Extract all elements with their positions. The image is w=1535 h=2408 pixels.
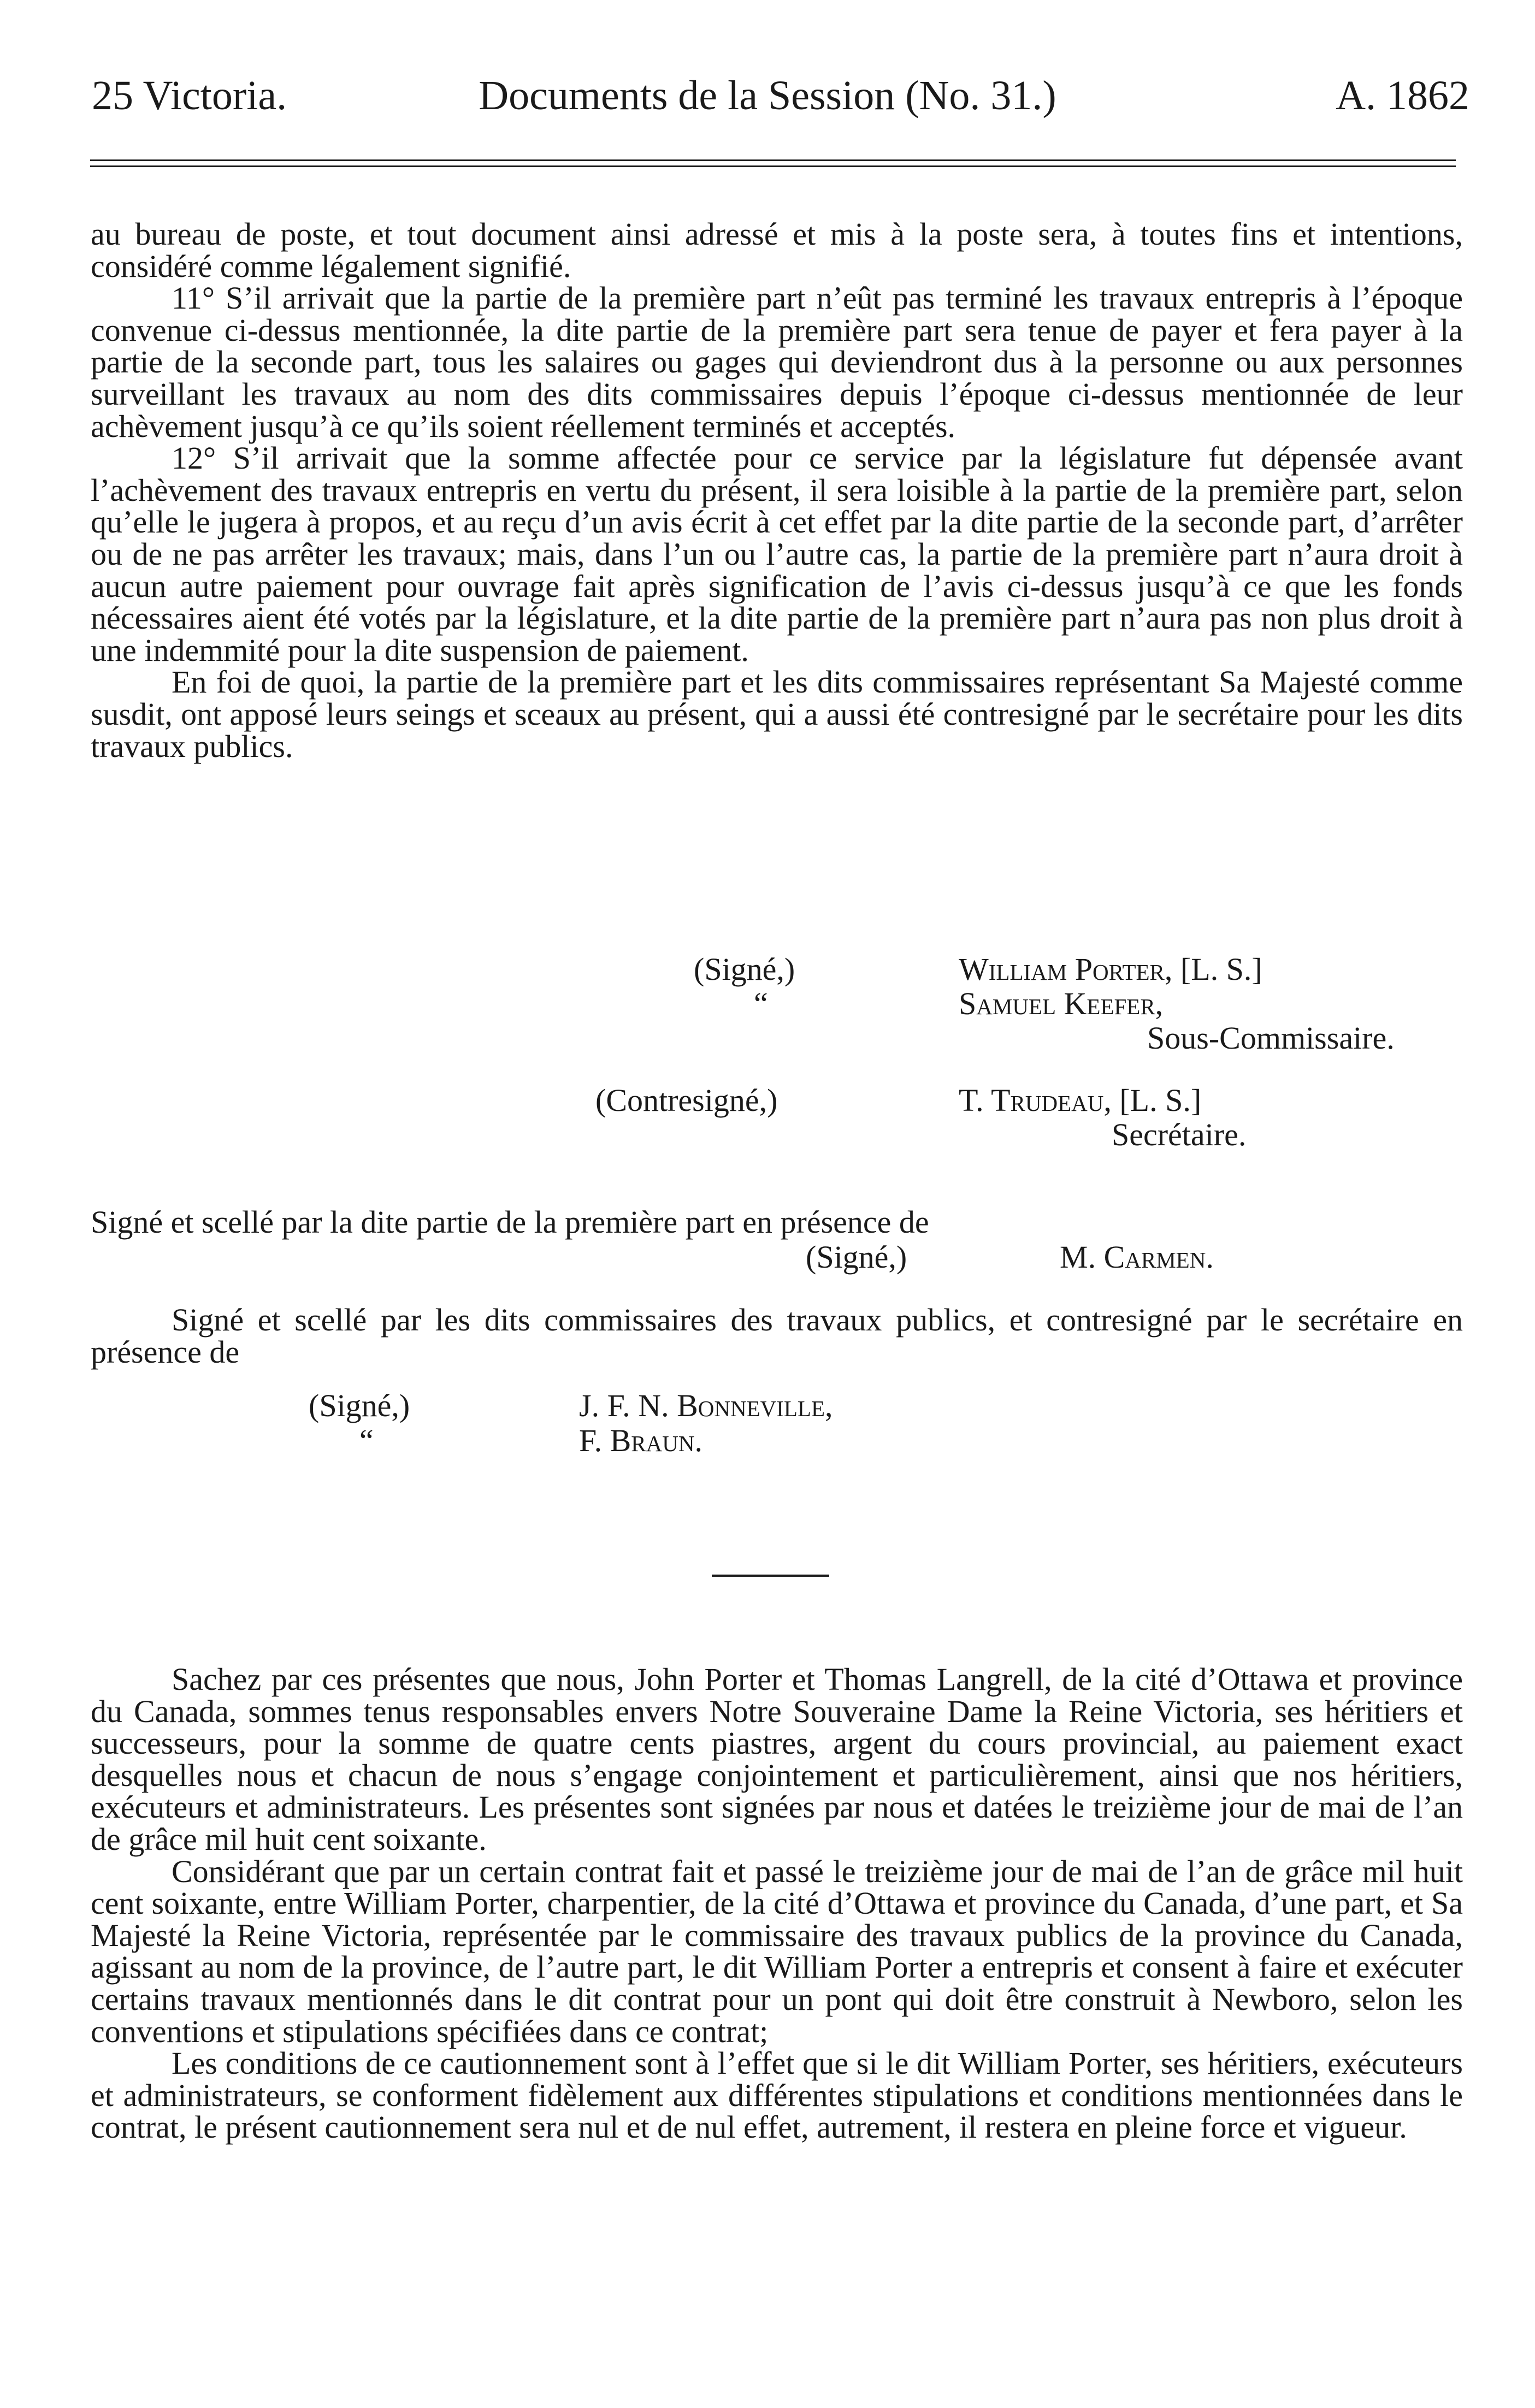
contresigne-label: (Contresigné,) (595, 1082, 778, 1118)
witness-bonneville: J. F. N. Bonneville, (579, 1388, 833, 1423)
paragraph-continuation: au bureau de poste, et tout document ainsi adressé et mis à la poste sera, à toutes fins et intentions, considéré comme légalement signifié. (91, 216, 1463, 284)
header-rule-top (90, 159, 1456, 161)
trudeau-title: Secrétaire. (1112, 1117, 1247, 1152)
paragraph-considerant: Considérant que par un certain contrat fait et passé le treizième jour de mai de l’an de grâce mil huit cent soixante, entre William Porter, charpentier, de la cité d’Ottawa et province du Canada, d’une part, et Sa Majesté la Reine Victoria, représentée par le commissaire des travaux publics de la province du Canada, agissant au nom de la province, de l’autre part, le dit William Porter a entrepris et consent à faire et exécuter certains travaux mentionnés dans le dit contrat pour un pont qui doit être construit à Newboro, selon les conventions et stipulations spécifiées dans ce contrat; (91, 1853, 1463, 2049)
paragraph-en-foi: En foi de quoi, la partie de la première part et les dits commissaires représentant Sa Majesté comme susdit, ont apposé leurs seings et sceaux au présent, qui a aussi été contresigné par le secrétaire pour les dits travaux publics. (91, 664, 1463, 764)
header-title: Documents de la Session (No. 31.) (479, 73, 1056, 119)
paragraph-clause-12: 12° S’il arrivait que la somme affectée pour ce service par la législature fut dépensée avant l’achèvement des travaux entrepris en vertu du présent, il sera loisible à la partie de la première part, selon qu’elle le jugera à propos, et au reçu d’un avis écrit à cet effet par la dite partie de la seconde part, d’arrêter ou de ne pas arrêter les travaux; mais, dans l’un ou l’autre cas, la partie de la première part n’aura droit à aucun autre paiement pour ouvrage fait après signification de l’avis ci-dessus jusqu’à ce que les fonds nécessaires aient été votés par la législature, et la dite partie de la première part n’aura pas non plus droit à une indemmité pour la dite suspension de paiement. (91, 440, 1463, 668)
keefer-title: Sous-Commissaire. (1147, 1020, 1395, 1056)
witness-ditto-mark: “ (359, 1423, 374, 1458)
witness-braun: F. Braun. (579, 1423, 702, 1458)
paragraph-sachez: Sachez par ces présentes que nous, John Porter et Thomas Langrell, de la cité d’Ottawa et province du Canada, sommes tenus responsables envers Notre Souveraine Dame la Reine Victoria, ses héritiers et successeurs, pour la somme de quatre cents piastres, argent du cours provincial, au paiement exact desquelles nous et chacun de nous s’engage conjointement et particulièrement, ainsi que nos héritiers, exécuteurs et administrateurs. Les présentes sont signées par nous et datées le treizième jour de mai de l’an de grâce mil huit cent soixante. (91, 1661, 1463, 1857)
paragraph-conditions: Les conditions de ce cautionnement sont à l’effet que si le dit William Porter, ses héritiers, exécuteurs et administrateurs, se conforment fidèlement aux différentes stipulations et conditions mentionnées dans le contrat, le présent cautionnement sera nul et de nul effet, autrement, il restera en pleine force et vigueur. (91, 2045, 1463, 2145)
header-rule-bottom (90, 165, 1456, 167)
section-separator (712, 1575, 829, 1577)
sealed-first-part: Signé et scellé par la dite partie de la première part en présence de (91, 1204, 929, 1240)
bond-text (91, 1661, 1463, 2145)
signatory-keefer: Samuel Keefer, (959, 986, 1164, 1021)
contract-clauses (91, 218, 1463, 762)
carmen-signe-label: (Signé,) (806, 1239, 907, 1275)
header-session-year: 25 Victoria. (92, 73, 287, 119)
sealed-commissioners: Signé et scellé par les dits commissaires des travaux publics, et contresigné par le secrétaire en présence de (91, 1302, 1463, 1370)
header-page-ref: A. 1862 (1336, 73, 1469, 119)
ditto-mark: “ (754, 986, 768, 1021)
witness-carmen: M. Carmen. (1060, 1239, 1214, 1275)
signe-label: (Signé,) (694, 951, 795, 987)
signatory-trudeau: T. Trudeau, [L. S.] (959, 1082, 1202, 1118)
signatory-porter: William Porter, [L. S.] (959, 951, 1262, 987)
witness-signe-label: (Signé,) (309, 1388, 410, 1423)
paragraph-clause-11: 11° S’il arrivait que la partie de la première part n’eût pas terminé les travaux entrepris à l’époque convenue ci-dessus mentionnée, la dite partie de la première part sera tenue de payer et fera payer à la partie de la seconde part, tous les salaires ou gages qui deviendront dus à la personne ou aux personnes surveillant les travaux au nom des dits commissaires depuis l’époque ci-dessus mentionnée de leur achèvement jusqu’à ce qu’ils soient réellement terminés et acceptés. (91, 280, 1463, 444)
